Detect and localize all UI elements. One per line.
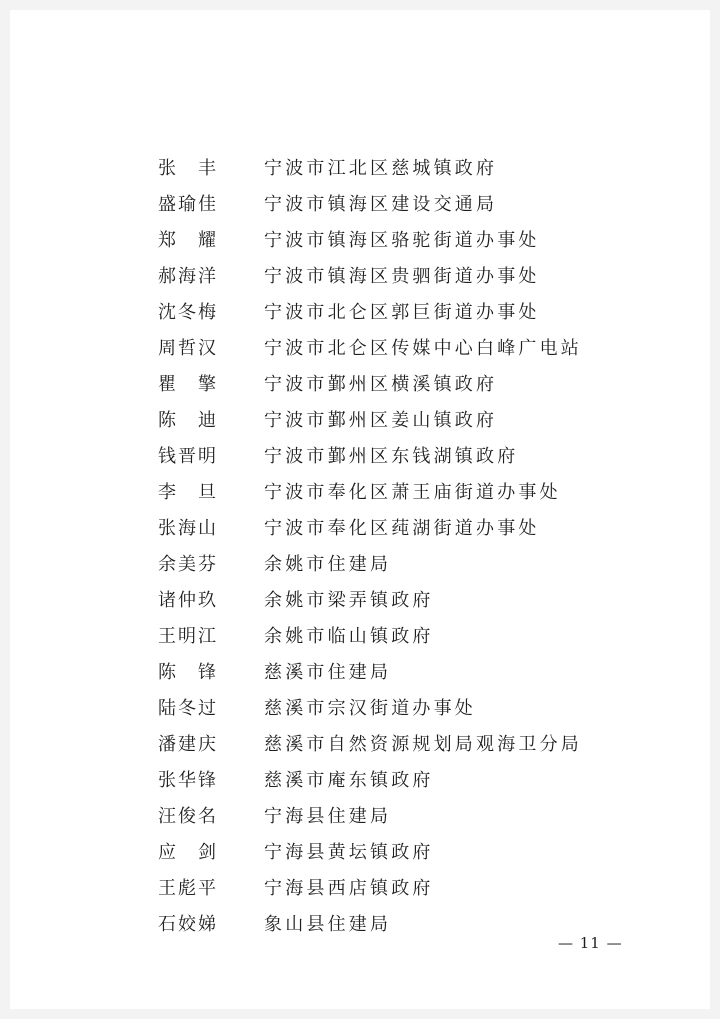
organization: 宁波市镇海区骆驼街道办事处 xyxy=(264,230,540,251)
person-name: 应 剑 xyxy=(158,842,216,863)
organization: 宁海县黄坛镇政府 xyxy=(264,842,434,863)
person-name: 陈 锋 xyxy=(158,662,216,683)
list-item xyxy=(158,401,582,437)
organization: 宁波市鄞州区姜山镇政府 xyxy=(264,410,498,431)
person-name: 郑 耀 xyxy=(158,230,216,251)
list-item xyxy=(158,581,582,617)
organization: 余姚市梁弄镇政府 xyxy=(264,590,434,611)
list-item xyxy=(158,509,582,545)
list-item xyxy=(158,761,582,797)
person-name: 瞿 擎 xyxy=(158,374,216,395)
list-item xyxy=(158,617,582,653)
list-item xyxy=(158,689,582,725)
name-list xyxy=(158,149,582,941)
person-name: 王明江 xyxy=(158,626,218,647)
list-item xyxy=(158,833,582,869)
person-name: 李 旦 xyxy=(158,482,216,503)
list-item xyxy=(158,257,582,293)
organization: 宁海县西店镇政府 xyxy=(264,878,434,899)
organization: 慈溪市自然资源规划局观海卫分局 xyxy=(264,734,582,755)
person-name: 张华锋 xyxy=(158,770,218,791)
person-name: 钱晋明 xyxy=(158,446,218,467)
organization: 宁波市镇海区贵驷街道办事处 xyxy=(264,266,540,287)
list-item xyxy=(158,329,582,365)
organization: 宁海县住建局 xyxy=(264,806,392,827)
organization: 慈溪市庵东镇政府 xyxy=(264,770,434,791)
list-item xyxy=(158,653,582,689)
person-name: 陈 迪 xyxy=(158,410,216,431)
list-item xyxy=(158,293,582,329)
list-item xyxy=(158,221,582,257)
list-item xyxy=(158,185,582,221)
organization: 宁波市鄞州区东钱湖镇政府 xyxy=(264,446,519,467)
organization: 慈溪市住建局 xyxy=(264,662,392,683)
organization: 宁波市北仑区郭巨街道办事处 xyxy=(264,302,540,323)
person-name: 张 丰 xyxy=(158,158,216,179)
list-item xyxy=(158,437,582,473)
person-name: 诸仲玖 xyxy=(158,590,218,611)
organization: 宁波市奉化区萧王庙街道办事处 xyxy=(264,482,561,503)
person-name: 余美芬 xyxy=(158,554,218,575)
person-name: 郝海洋 xyxy=(158,266,218,287)
organization: 宁波市鄞州区横溪镇政府 xyxy=(264,374,498,395)
organization: 慈溪市宗汉街道办事处 xyxy=(264,698,476,719)
list-item xyxy=(158,149,582,185)
person-name: 沈冬梅 xyxy=(158,302,218,323)
organization: 宁波市北仑区传媒中心白峰广电站 xyxy=(264,338,582,359)
page-number: — 11 — xyxy=(558,934,623,952)
person-name: 汪俊名 xyxy=(158,806,218,827)
person-name: 石姣娣 xyxy=(158,914,218,935)
list-item xyxy=(158,473,582,509)
person-name: 盛瑜佳 xyxy=(158,194,218,215)
organization: 宁波市江北区慈城镇政府 xyxy=(264,158,498,179)
organization: 余姚市临山镇政府 xyxy=(264,626,434,647)
person-name: 潘建庆 xyxy=(158,734,218,755)
list-item xyxy=(158,869,582,905)
person-name: 陆冬过 xyxy=(158,698,218,719)
list-item xyxy=(158,545,582,581)
organization: 宁波市奉化区莼湖街道办事处 xyxy=(264,518,540,539)
list-item xyxy=(158,365,582,401)
organization: 宁波市镇海区建设交通局 xyxy=(264,194,498,215)
person-name: 周哲汉 xyxy=(158,338,218,359)
list-item xyxy=(158,725,582,761)
list-item xyxy=(158,905,582,941)
document-page xyxy=(10,10,710,1009)
organization: 余姚市住建局 xyxy=(264,554,392,575)
list-item xyxy=(158,797,582,833)
person-name: 张海山 xyxy=(158,518,218,539)
person-name: 王彪平 xyxy=(158,878,218,899)
organization: 象山县住建局 xyxy=(264,914,392,935)
